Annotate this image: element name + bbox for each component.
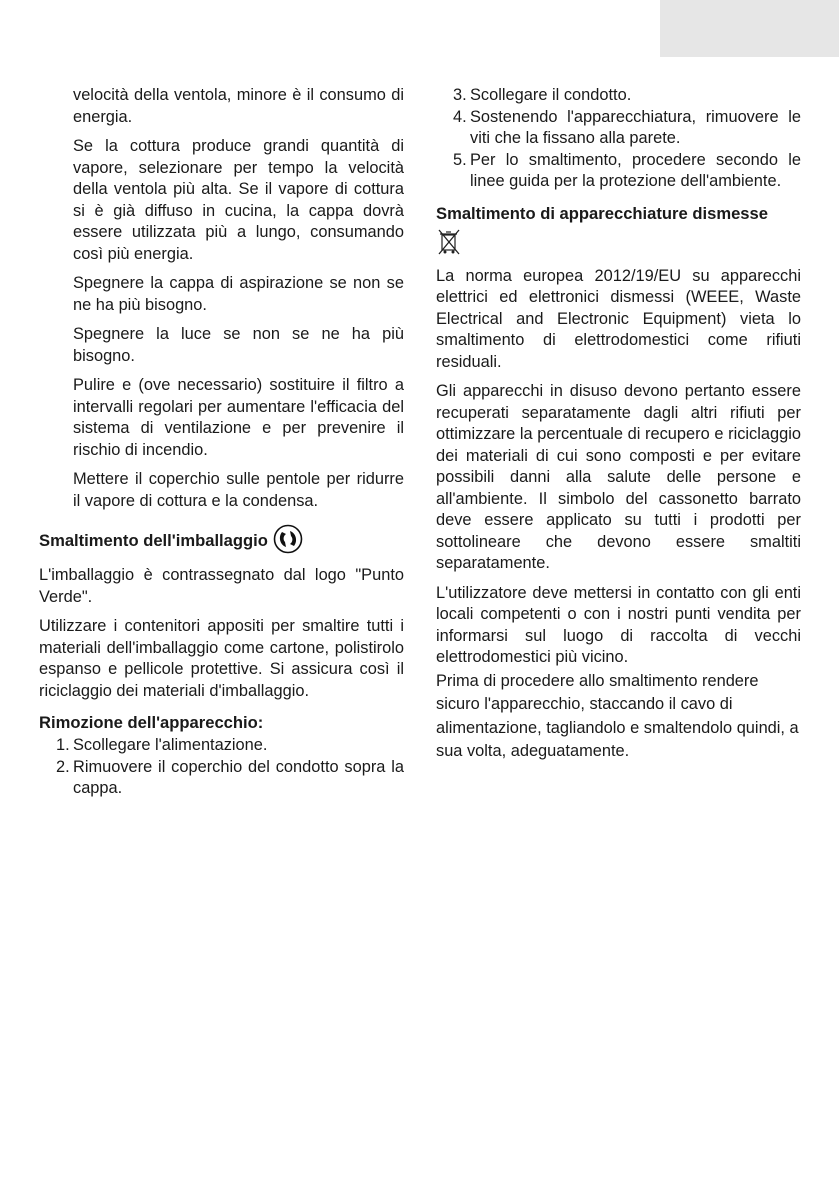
packaging-heading [39, 524, 404, 559]
removal-steps [39, 735, 404, 800]
list-item [39, 735, 404, 757]
list-item [436, 150, 801, 193]
packaging-paragraph: Utilizzare i contenitori appositi per smaltire tutti i materiali dell'imballaggio come cartone, polistirolo espanso e pellicole protettive. Si assicura così il riciclaggio dei materiali d'imballaggio. [39, 617, 404, 700]
removal-steps-continued [436, 85, 801, 193]
step-number: 1. [56, 736, 70, 754]
step-text: Scollegare il condotto. [470, 86, 632, 104]
list-item [39, 757, 404, 800]
packaging-paragraph: L'imballaggio è contrassegnato dal logo "Punto Verde". [39, 566, 404, 606]
tip-paragraph: velocità della ventola, minore è il consumo di energia. [73, 86, 404, 126]
disposal-paragraph: Prima di procedere allo smaltimento rendere sicuro l'apparecchio, staccando il cavo di alimentazione, tagliandolo e smaltendolo quindi, a sua volta, adeguatamente. [436, 671, 799, 760]
list-item [436, 107, 801, 150]
right-column [436, 85, 801, 764]
tip-paragraph: Mettere il coperchio sulle pentole per ridurre il vapore di cottura e la condensa. [73, 470, 404, 510]
removal-heading: Rimozione dell'apparecchio: [39, 713, 264, 732]
page-tab-marker [660, 0, 839, 57]
disposal-heading: Smaltimento di apparecchiature dismesse [436, 203, 768, 223]
punto-verde-icon [273, 524, 303, 559]
step-text: Scollegare l'alimentazione. [73, 736, 268, 754]
step-number: 5. [453, 150, 467, 169]
step-number: 3. [453, 86, 467, 104]
crossed-bin-icon [436, 226, 801, 260]
disposal-paragraph: Gli apparecchi in disuso devono pertanto essere recuperati separatamente dagli altri rifiuti per ottimizzare la percentuale di recupero e riciclaggio dei materiali di cui sono composti e per evitare possibili danni alla salute delle persone e all'ambiente. Il simbolo del cassonetto barrato deve essere applicato su tutti i prodotti per sottolineare che devono essere smaltiti separatamente. [436, 382, 801, 572]
step-text: Per lo smaltimento, procedere secondo le linee guida per la protezione dell'ambiente. [470, 150, 801, 190]
tip-paragraph: Spegnere la cappa di aspirazione se non se ne ha più bisogno. [73, 274, 404, 314]
tip-paragraph: Se la cottura produce grandi quantità di vapore, selezionare per tempo la velocità della ventola più alta. Se il vapore di cottura si è già diffuso in cucina, la cappa dovrà essere utilizzata più a lungo, consumando così più energia. [73, 137, 404, 263]
list-item [436, 85, 801, 107]
disposal-paragraph: L'utilizzatore deve mettersi in contatto con gli enti locali competenti o con i nostri punti vendita per informarsi sul luogo di raccolta di vecchi elettrodomestici più vicino. [436, 583, 801, 666]
step-text: Rimuovere il coperchio del condotto sopra la cappa. [73, 757, 404, 797]
tip-paragraph: Pulire e (ove necessario) sostituire il filtro a intervalli regolari per aumentare l'efficacia del sistema di ventilazione e per prevenire il rischio di incendio. [73, 376, 404, 459]
step-text: Sostenendo l'apparecchiatura, rimuovere le viti che la fissano alla parete. [470, 107, 801, 147]
left-column [39, 85, 404, 800]
tip-paragraph: Spegnere la luce se non se ne ha più bisogno. [73, 325, 404, 365]
disposal-paragraph: La norma europea 2012/19/EU su apparecchi elettrici ed elettronici dismessi (WEEE, Waste Electrical and Electronic Equipment) vieta lo smaltimento di elettrodomestici come rifiuti residuali. [436, 266, 801, 371]
packaging-heading-text: Smaltimento dell'imballaggio [39, 530, 268, 550]
step-number: 4. [453, 107, 467, 126]
step-number: 2. [56, 757, 70, 776]
